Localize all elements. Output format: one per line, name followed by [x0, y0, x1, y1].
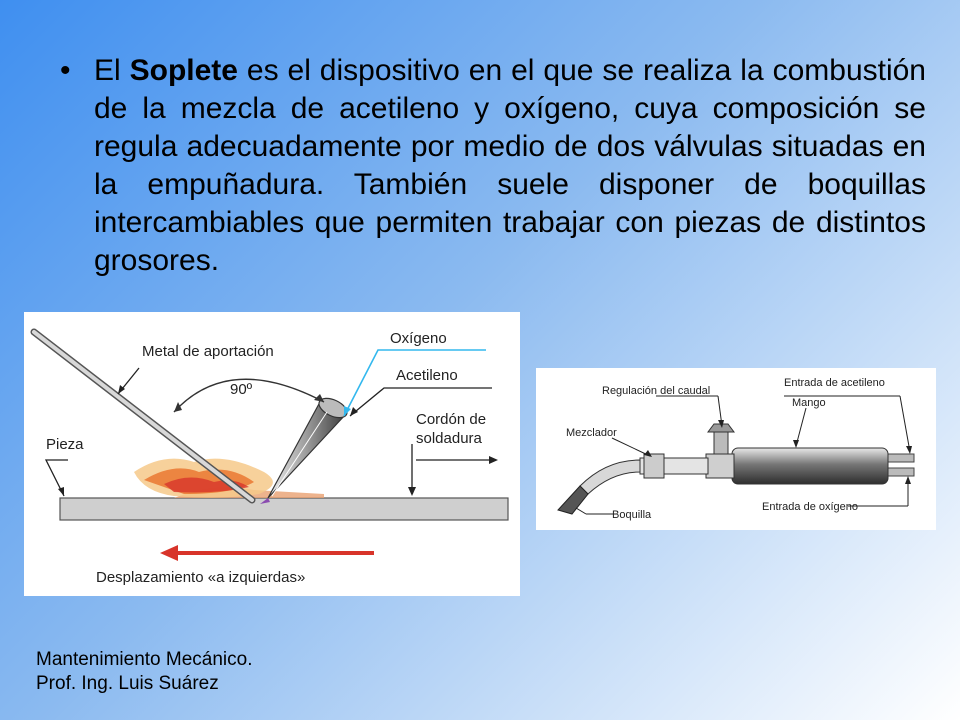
label-entrada-acetileno: Entrada de acetileno	[784, 377, 885, 389]
torch-nozzle	[268, 394, 350, 498]
footer-credits	[36, 648, 253, 696]
torch-diagram-svg	[536, 368, 936, 530]
label-boquilla: Boquilla	[612, 509, 652, 521]
label-oxigeno: Oxígeno	[390, 330, 447, 347]
label-entrada-oxigeno: Entrada de oxígeno	[762, 501, 859, 513]
torch-diagram	[536, 368, 936, 530]
bullet-icon: •	[60, 54, 71, 87]
nozzle-tip	[558, 486, 588, 514]
label-cordon-2: soldadura	[416, 430, 482, 447]
label-metal: Metal de aportación	[142, 343, 274, 360]
label-mango: Mango	[792, 397, 826, 409]
handle-mango	[732, 448, 888, 484]
label-pieza: Pieza	[46, 436, 84, 453]
paragraph-body: es el dispositivo en el que se realiza la combustión de la mezcla de acetileno y oxígeno, cuya composición se regula adecuadamente por medio de dos válvulas situadas en la empuñadura. También suele disponer de boquillas intercambiables que permiten trabajar con piezas de distintos grosores.	[94, 54, 926, 277]
footer-course: Mantenimiento Mecánico.	[36, 649, 253, 670]
workpiece-plate	[60, 498, 508, 520]
label-regulacion: Regulación del caudal	[602, 385, 711, 397]
paragraph-lead: El	[94, 54, 130, 87]
label-mezclador: Mezclador	[566, 427, 617, 439]
flow-valve	[714, 432, 728, 454]
label-acetileno: Acetileno	[396, 367, 458, 384]
label-angle: 90º	[230, 381, 253, 398]
footer-author: Prof. Ing. Luis Suárez	[36, 673, 219, 694]
acetylene-inlet-tube	[886, 454, 914, 462]
paragraph-text	[94, 52, 926, 280]
bullet-paragraph	[60, 52, 926, 280]
welding-diagram	[24, 312, 520, 596]
paragraph-bold-term: Soplete	[129, 54, 238, 87]
label-desplazamiento: Desplazamiento «a izquierdas»	[96, 569, 306, 586]
oxygen-inlet-tube	[886, 468, 914, 476]
connector	[706, 454, 734, 478]
pieza-leader	[46, 460, 68, 496]
welding-diagram-svg	[24, 312, 520, 596]
label-cordon-1: Cordón de	[416, 411, 487, 428]
torch-neck	[580, 460, 640, 494]
